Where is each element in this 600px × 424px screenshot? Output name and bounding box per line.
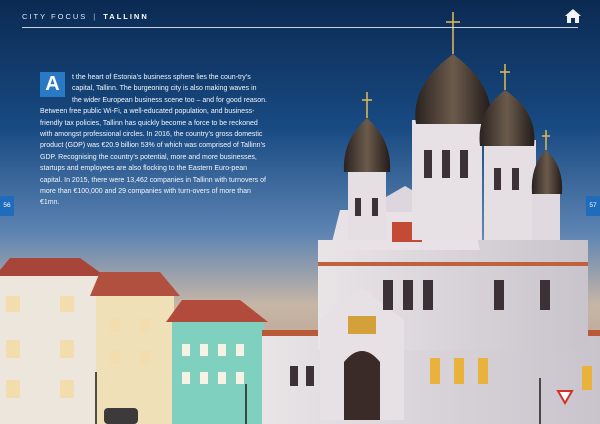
header-divider [22, 27, 578, 28]
page-number-left: 56 [0, 196, 14, 216]
page-number-right: 57 [586, 196, 600, 216]
city-name: TALLINN [103, 12, 149, 21]
section-header [22, 12, 149, 21]
drop-cap: A [40, 72, 65, 97]
article-text: t the heart of Estonia’s business sphere lies the coun-try’s capital, Tallinn. The burgeoning city is also making waves in the wider European business scene too – and for good reason. Between free public Wi-Fi, a well-educated population, and business-friendly tax policies, Tallinn has quickly become a force to be reckoned with amongst professional circles. In 2016, the country’s gross domestic product (GDP) was €20.9 billion 53% of which was comprised of Tallinn’s GDP. Recognising the country’s potential, more and more businesses, startups and employees are also flocking to the Eastern Euro-pean capital. In 2015, there were 13,462 companies in Tallinn with turnovers of more than €100,000 and 29 companies with turn-overs of more than €1mn. [40, 74, 267, 207]
home-icon[interactable] [564, 8, 582, 24]
header-separator: | [93, 12, 98, 21]
section-title: CITY FOCUS [22, 12, 88, 21]
article-body [40, 72, 268, 209]
